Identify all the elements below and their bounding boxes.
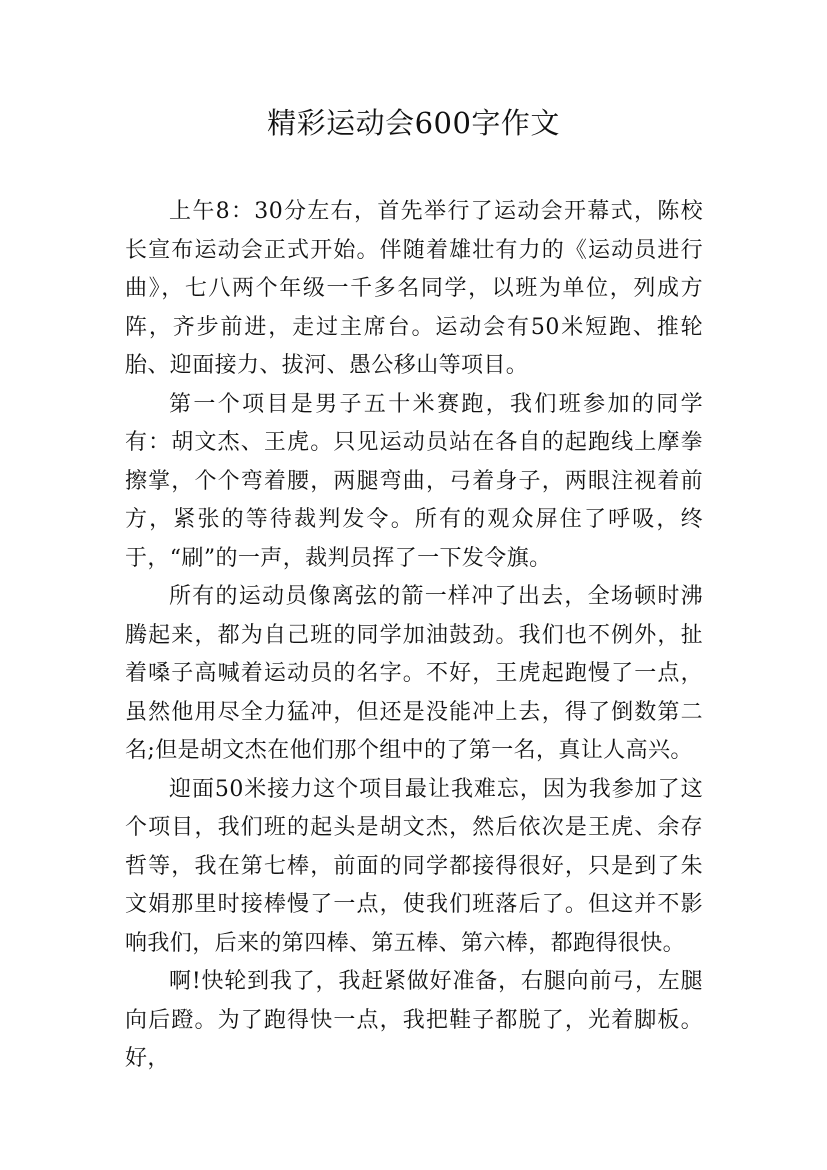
paragraph: 第一个项目是男子五十米赛跑，我们班参加的同学有：胡文杰、王虎。只见运动员站在各自的起跑线上摩拳擦掌，个个弯着腰，两腿弯曲，弓着身子，两眼注视着前方，紧张的等待裁判发令。所有的观众屏住了呼吸，终于，“刷”的一声，裁判员挥了一下发令旗。	[125, 391, 703, 571]
paragraph: 迎面50米接力这个项目最让我难忘，因为我参加了这个项目，我们班的起头是胡文杰，然后依次是王虎、余存哲等，我在第七棒，前面的同学都接得很好，只是到了朱文娟那里时接棒慢了一点，使我们班落后了。但这并不影响我们，后来的第四棒、第五棒、第六棒，都跑得很快。	[125, 776, 703, 956]
document-body	[125, 193, 703, 1079]
document-title: 精彩运动会600字作文	[267, 106, 560, 140]
paragraph: 所有的运动员像离弦的箭一样冲了出去，全场顿时沸腾起来，都为自己班的同学加油鼓劲。我们也不例外，扯着嗓子高喊着运动员的名字。不好，王虎起跑慢了一点，虽然他用尽全力猛冲，但还是没能冲上去，得了倒数第二名;但是胡文杰在他们那个组中的了第一名，真让人高兴。	[125, 584, 703, 763]
paragraph: 上午8：30分左右，首先举行了运动会开幕式，陈校长宣布运动会正式开始。伴随着雄壮有力的《运动员进行曲》，七八两个年级一千多名同学，以班为单位，列成方阵，齐步前进，走过主席台。运动会有50米短跑、推轮胎、迎面接力、拔河、愚公移山等项目。	[125, 199, 703, 378]
paragraph: 啊!快轮到我了，我赶紧做好准备，右腿向前弓，左腿向后蹬。为了跑得快一点，我把鞋子都脱了，光着脚板。好，	[125, 969, 703, 1071]
